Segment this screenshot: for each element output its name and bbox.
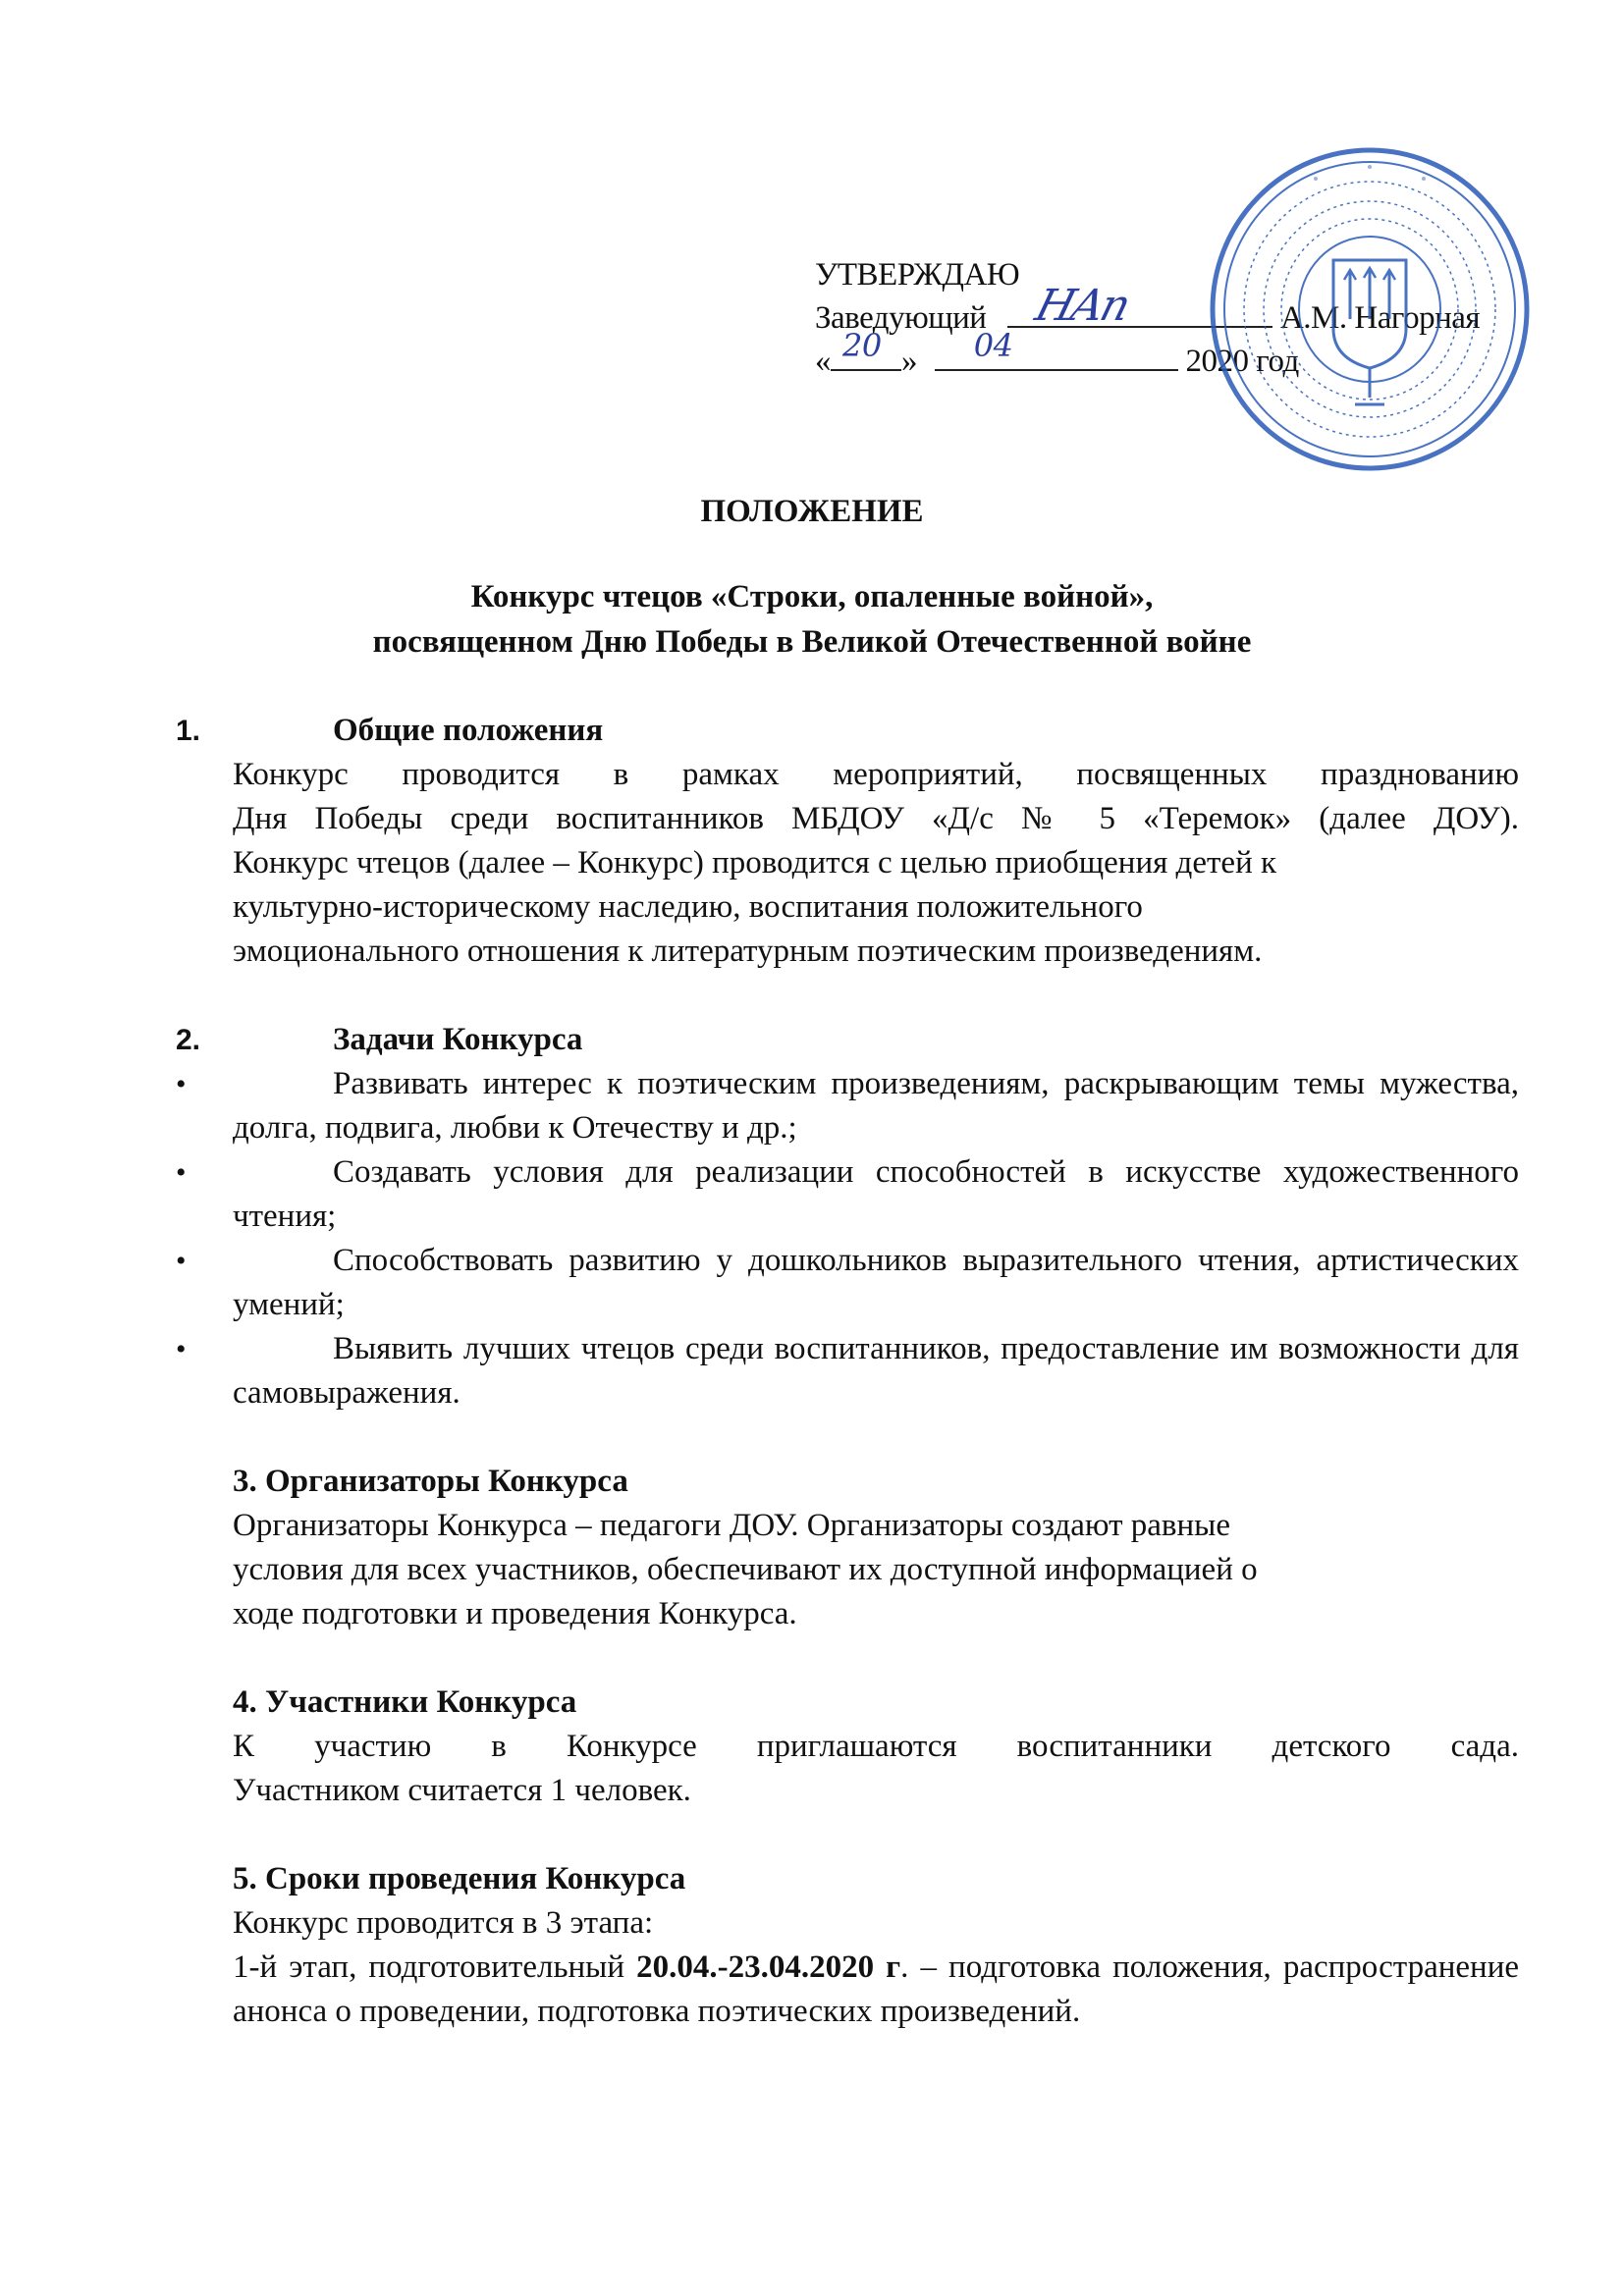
date-month-line [935,327,1178,371]
section-1-heading [176,709,1519,753]
section-4-line: К участию в Конкурсе приглашаются воспитанники детского сада. [233,1729,1519,1764]
bullet-icon: • [176,1068,187,1100]
section-1-line: культурно-историческому наследию, воспитания положительного [233,889,1143,925]
date-day: 20 [842,327,882,364]
section-1-line: Конкурс чтецов (далее – Конкурс) проводится с целью приобщения детей к [233,845,1277,881]
section-1-line: Конкурс проводится в рамках мероприятий, посвященных празднованию [233,757,1519,792]
section-3-line: ходе подготовки и проведения Конкурса. [233,1596,797,1631]
approval-position: Заведующий [815,300,987,336]
document-title: ПОЛОЖЕНИЕ [700,494,924,529]
task-text: Способствовать развитию у дошкольников выразительного чтения, артистических умений; [233,1243,1519,1322]
stage-1-dates: 20.04.-23.04.2020 г [636,1949,901,1985]
date-month: 04 [973,327,1013,364]
quote-open: « [815,344,831,379]
bullet-icon: • [176,1333,187,1365]
section-2-marker: 2. [176,1024,201,1056]
task-list-item [176,1150,1519,1239]
quote-close: » [901,344,917,379]
section-2-title: Задачи Конкурса [333,1022,583,1057]
task-text: Выявить лучших чтецов среди воспитанников, предоставление им возможности для самовыражения. [233,1331,1519,1411]
section-3-heading: 3. Организаторы Конкурса [233,1464,628,1499]
approver-name: А.М. Нагорная [1279,300,1481,336]
section-5-heading: 5. Сроки проведения Конкурса [233,1861,686,1896]
section-2-heading [176,1018,1519,1062]
stage-1-description: . – подготовка положения, распространение анонса о проведении, подготовка поэтических произведений. [233,1949,1520,2029]
approval-title: УТВЕРЖДАЮ [815,257,1020,293]
section-5-stage-1 [233,1946,1519,2034]
task-text: Развивать интерес к поэтическим произведениям, раскрывающим темы мужества, долга, подвига, любви к Отечеству и др.; [233,1066,1519,1146]
section-1-line: Дня Победы среди воспитанников МБДОУ «Д/с № 5 «Теремок» (далее ДОУ). [233,801,1519,836]
document-body [176,709,1520,2034]
section-1-title: Общие положения [333,713,604,748]
bullet-icon: • [176,1156,187,1189]
section-3-line: условия для всех участников, обеспечивают их доступной информацией о [233,1552,1258,1587]
section-4-heading: 4. Участники Конкурса [233,1684,577,1720]
stage-1-label: 1-й этап, подготовительный [233,1949,637,1985]
bullet-icon: • [176,1245,187,1277]
date-year: 2020 год [1185,344,1299,379]
official-stamp-icon [1208,147,1532,471]
task-list-item [176,1239,1519,1327]
task-text: Создавать условия для реализации способностей в искусстве художественного чтения; [233,1154,1519,1234]
date-day-line [831,327,901,371]
section-5-intro: Конкурс проводится в 3 этапа: [233,1905,654,1941]
task-list-item [176,1327,1519,1415]
section-3-line: Организаторы Конкурса – педагоги ДОУ. Организаторы создают равные [233,1508,1230,1543]
section-4-line: Участником считается 1 человек. [233,1773,691,1808]
section-1-marker: 1. [176,715,201,747]
document-subtitle-line-2: посвященном Дню Победы в Великой Отечественной войне [372,624,1252,660]
task-list-item [176,1062,1519,1150]
section-1-line: эмоционального отношения к литературным поэтическим произведениям. [233,934,1263,969]
document-subtitle-line-1: Конкурс чтецов «Строки, опаленные войной», [470,579,1154,614]
handwritten-signature: НАп [1030,281,1134,331]
